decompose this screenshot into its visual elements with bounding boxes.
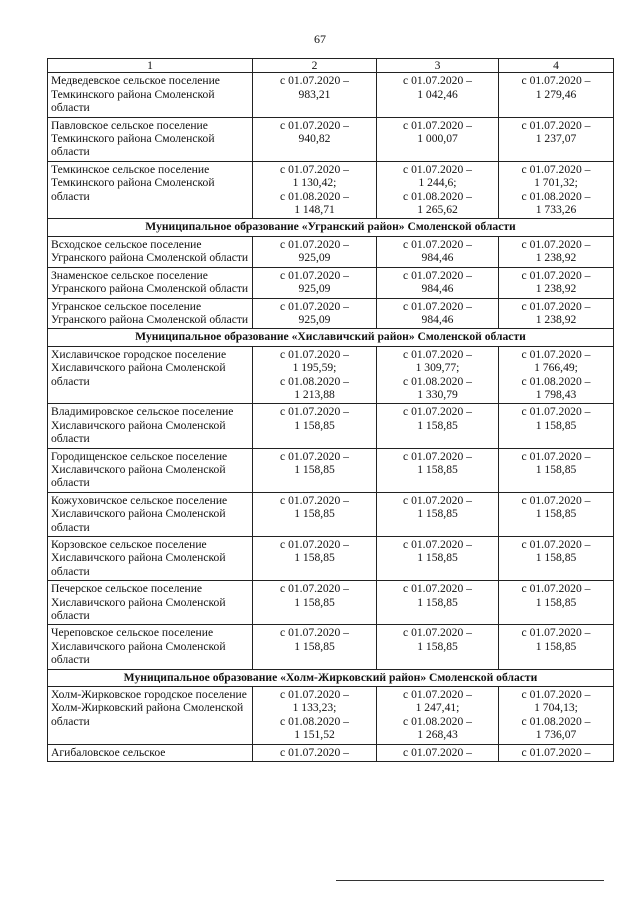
tariff-col-2: с 01.07.2020 – 1 158,85 bbox=[253, 448, 377, 492]
settlement-name: Угранское сельское поселение Угранского района Смоленской области bbox=[48, 298, 253, 329]
section-title: Муниципальное образование «Угранский район» Смоленской области bbox=[48, 219, 614, 236]
tariff-col-4: с 01.07.2020 – bbox=[499, 744, 614, 761]
table-row bbox=[48, 236, 614, 267]
tariff-col-3: с 01.07.2020 – 1 158,85 bbox=[377, 448, 499, 492]
column-header: 1 bbox=[48, 59, 253, 73]
tariff-col-3: с 01.07.2020 – 1 247,41; с 01.08.2020 – 1 268,43 bbox=[377, 687, 499, 745]
settlement-name: Холм-Жирковское городское поселение Холм-Жирковский района Смоленской области bbox=[48, 687, 253, 745]
table-row bbox=[48, 744, 614, 761]
table-row bbox=[48, 625, 614, 669]
table-row bbox=[48, 161, 614, 219]
tariff-col-2: с 01.07.2020 – 1 158,85 bbox=[253, 581, 377, 625]
settlement-name: Кожуховичское сельское поселение Хиславичского района Смоленской области bbox=[48, 492, 253, 536]
table-row bbox=[48, 346, 614, 404]
tariff-col-3: с 01.07.2020 – 1 158,85 bbox=[377, 492, 499, 536]
tariff-col-4: с 01.07.2020 – 1 158,85 bbox=[499, 404, 614, 448]
tariff-col-2: с 01.07.2020 – 1 195,59; с 01.08.2020 – 1 213,88 bbox=[253, 346, 377, 404]
tariff-col-3: с 01.07.2020 – 1 244,6; с 01.08.2020 – 1 265,62 bbox=[377, 161, 499, 219]
tariff-col-3: с 01.07.2020 – 1 158,85 bbox=[377, 581, 499, 625]
tariff-col-3: с 01.07.2020 – 984,46 bbox=[377, 298, 499, 329]
tariff-col-4: с 01.07.2020 – 1 158,85 bbox=[499, 492, 614, 536]
tariff-col-4: с 01.07.2020 – 1 237,07 bbox=[499, 117, 614, 161]
tariff-col-4: с 01.07.2020 – 1 238,92 bbox=[499, 267, 614, 298]
tariff-col-2: с 01.07.2020 – 1 158,85 bbox=[253, 537, 377, 581]
tariff-col-4: с 01.07.2020 – 1 766,49; с 01.08.2020 – 1 798,43 bbox=[499, 346, 614, 404]
tariff-col-2: с 01.07.2020 – 1 158,85 bbox=[253, 625, 377, 669]
settlement-name: Агибаловское сельское bbox=[48, 744, 253, 761]
tariff-col-3: с 01.07.2020 – 1 158,85 bbox=[377, 404, 499, 448]
tariff-col-2: с 01.07.2020 – 1 158,85 bbox=[253, 492, 377, 536]
tariff-col-4: с 01.07.2020 – 1 238,92 bbox=[499, 298, 614, 329]
tariff-col-2: с 01.07.2020 – 1 133,23; с 01.08.2020 – 1 151,52 bbox=[253, 687, 377, 745]
tariff-col-3: с 01.07.2020 – 1 000,07 bbox=[377, 117, 499, 161]
section-row bbox=[48, 669, 614, 686]
tariff-col-4: с 01.07.2020 – 1 158,85 bbox=[499, 448, 614, 492]
table-body bbox=[48, 73, 614, 762]
settlement-name: Медведевское сельское поселение Темкинского района Смоленской области bbox=[48, 73, 253, 117]
settlement-name: Печерское сельское поселение Хиславичского района Смоленской области bbox=[48, 581, 253, 625]
table-row bbox=[48, 581, 614, 625]
settlement-name: Городищенское сельское поселение Хиславичского района Смоленской области bbox=[48, 448, 253, 492]
settlement-name: Темкинское сельское поселение Темкинского района Смоленской области bbox=[48, 161, 253, 219]
table-row bbox=[48, 448, 614, 492]
tariff-col-4: с 01.07.2020 – 1 158,85 bbox=[499, 537, 614, 581]
table-row bbox=[48, 117, 614, 161]
tariff-col-3: с 01.07.2020 – 984,46 bbox=[377, 267, 499, 298]
section-title: Муниципальное образование «Хиславичский район» Смоленской области bbox=[48, 329, 614, 346]
table-row bbox=[48, 267, 614, 298]
settlement-name: Всходское сельское поселение Угранского района Смоленской области bbox=[48, 236, 253, 267]
tariff-col-2: с 01.07.2020 – 1 130,42; с 01.08.2020 – 1 148,71 bbox=[253, 161, 377, 219]
settlement-name: Хиславичское городское поселение Хиславичского района Смоленской области bbox=[48, 346, 253, 404]
column-header: 4 bbox=[499, 59, 614, 73]
tariff-col-3: с 01.07.2020 – 1 158,85 bbox=[377, 625, 499, 669]
table-row bbox=[48, 492, 614, 536]
footer-rule bbox=[336, 880, 604, 881]
tariff-col-2: с 01.07.2020 – 1 158,85 bbox=[253, 404, 377, 448]
section-row bbox=[48, 329, 614, 346]
tariff-col-3: с 01.07.2020 – 1 042,46 bbox=[377, 73, 499, 117]
tariff-col-2: с 01.07.2020 – 940,82 bbox=[253, 117, 377, 161]
settlement-name: Череповское сельское поселение Хиславичского района Смоленской области bbox=[48, 625, 253, 669]
section-title: Муниципальное образование «Холм-Жирковский район» Смоленской области bbox=[48, 669, 614, 686]
table-row bbox=[48, 73, 614, 117]
table-row bbox=[48, 687, 614, 745]
tariff-col-3: с 01.07.2020 – bbox=[377, 744, 499, 761]
table-row bbox=[48, 537, 614, 581]
column-header: 3 bbox=[377, 59, 499, 73]
tariff-col-2: с 01.07.2020 – 925,09 bbox=[253, 236, 377, 267]
tariff-col-2: с 01.07.2020 – 983,21 bbox=[253, 73, 377, 117]
page-number: 67 bbox=[314, 32, 326, 46]
tariff-col-4: с 01.07.2020 – 1 158,85 bbox=[499, 625, 614, 669]
tariff-col-2: с 01.07.2020 – 925,09 bbox=[253, 298, 377, 329]
tariff-col-4: с 01.07.2020 – 1 279,46 bbox=[499, 73, 614, 117]
tariff-col-3: с 01.07.2020 – 1 309,77; с 01.08.2020 – 1 330,79 bbox=[377, 346, 499, 404]
header-row bbox=[48, 59, 614, 73]
section-row bbox=[48, 219, 614, 236]
tariff-table bbox=[47, 58, 614, 762]
settlement-name: Корзовское сельское поселение Хиславичского района Смоленской области bbox=[48, 537, 253, 581]
tariff-col-4: с 01.07.2020 – 1 158,85 bbox=[499, 581, 614, 625]
tariff-col-2: с 01.07.2020 – 925,09 bbox=[253, 267, 377, 298]
settlement-name: Знаменское сельское поселение Угранского района Смоленской области bbox=[48, 267, 253, 298]
tariff-col-4: с 01.07.2020 – 1 701,32; с 01.08.2020 – 1 733,26 bbox=[499, 161, 614, 219]
tariff-col-3: с 01.07.2020 – 1 158,85 bbox=[377, 537, 499, 581]
column-header: 2 bbox=[253, 59, 377, 73]
tariff-col-3: с 01.07.2020 – 984,46 bbox=[377, 236, 499, 267]
tariff-col-2: с 01.07.2020 – bbox=[253, 744, 377, 761]
tariff-col-4: с 01.07.2020 – 1 704,13; с 01.08.2020 – 1 736,07 bbox=[499, 687, 614, 745]
table-row bbox=[48, 298, 614, 329]
settlement-name: Павловское сельское поселение Темкинского района Смоленской области bbox=[48, 117, 253, 161]
settlement-name: Владимировское сельское поселение Хиславичского района Смоленской области bbox=[48, 404, 253, 448]
tariff-col-4: с 01.07.2020 – 1 238,92 bbox=[499, 236, 614, 267]
table-row bbox=[48, 404, 614, 448]
